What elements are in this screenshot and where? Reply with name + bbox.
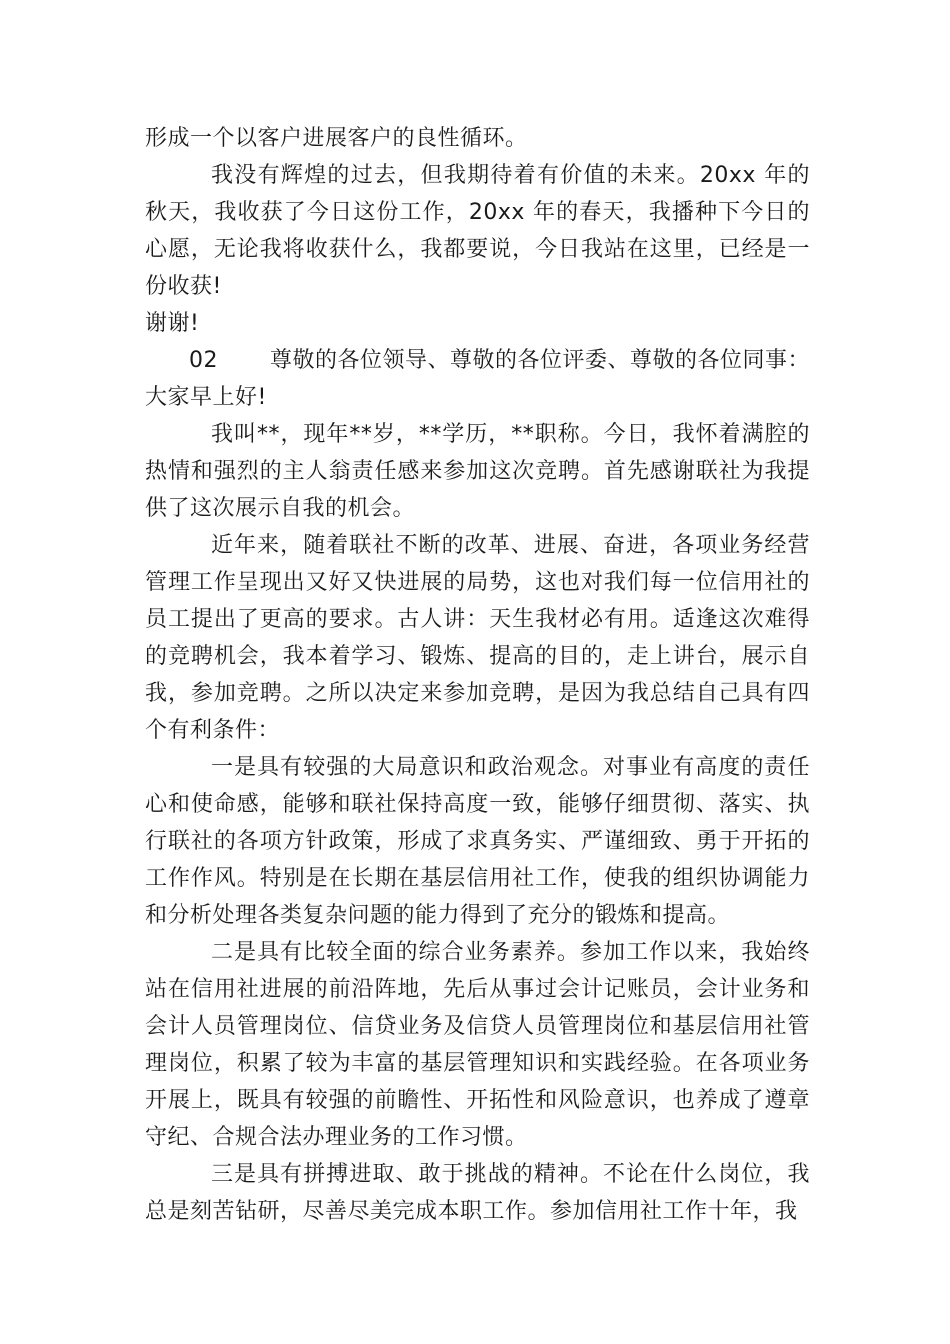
document-body: [145, 120, 810, 1230]
body-paragraph-condition-3: 三是具有拼搏进取、敢于挑战的精神。不论在什么岗位，我总是刻苦钻研，尽善尽美完成本职工作。参加信用社工作十年，我: [145, 1162, 810, 1224]
body-paragraph-intro: 我叫**，现年**岁，**学历，**职称。今日，我怀着满腔的热情和强烈的主人翁责任感来参加这次竞聘。首先感谢联社为我提供了这次展示自我的机会。: [145, 422, 810, 521]
section-heading: [145, 342, 810, 379]
closing-paragraph: 我没有辉煌的过去，但我期待着有价值的未来。20xx 年的秋天，我收获了今日这份工作，20xx 年的春天，我播种下今日的心愿，无论我将收获什么，我都要说，今日我站在这里，已经是一份收获!: [145, 163, 810, 299]
section-number: 02: [189, 348, 218, 373]
body-paragraph-background: 近年来，随着联社不断的改革、进展、奋进，各项业务经营管理工作呈现出又好又快进展的局势，这也对我们每一位信用社的员工提出了更高的要求。古人讲：天生我材必有用。适逢这次难得的竞聘机会，我本着学习、锻炼、提高的目的，走上讲台，展示自我，参加竞聘。之所以决定来参加竞聘，是因为我总结自己具有四个有利条件：: [145, 533, 810, 743]
section-greeting: 尊敬的各位领导、尊敬的各位评委、尊敬的各位同事：: [269, 348, 810, 373]
morning-greeting: 大家早上好!: [145, 385, 267, 410]
intro-paragraph: 形成一个以客户进展客户的良性循环。: [145, 126, 528, 151]
thanks-line: 谢谢!: [145, 311, 200, 336]
body-paragraph-condition-2: 二是具有比较全面的综合业务素养。参加工作以来，我始终站在信用社进展的前沿阵地，先后从事过会计记账员，会计业务和会计人员管理岗位、信贷业务及信贷人员管理岗位和基层信用社管理岗位，积累了较为丰富的基层管理知识和实践经验。在各项业务开展上，既具有较强的前瞻性、开拓性和风险意识，也养成了遵章守纪、合规合法办理业务的工作习惯。: [145, 940, 810, 1150]
body-paragraph-condition-1: 一是具有较强的大局意识和政治观念。对事业有高度的责任心和使命感，能够和联社保持高度一致，能够仔细贯彻、落实、执行联社的各项方针政策，形成了求真务实、严谨细致、勇于开拓的工作作风。特别是在长期在基层信用社工作，使我的组织协调能力和分析处理各类复杂问题的能力得到了充分的锻炼和提高。: [145, 755, 810, 928]
